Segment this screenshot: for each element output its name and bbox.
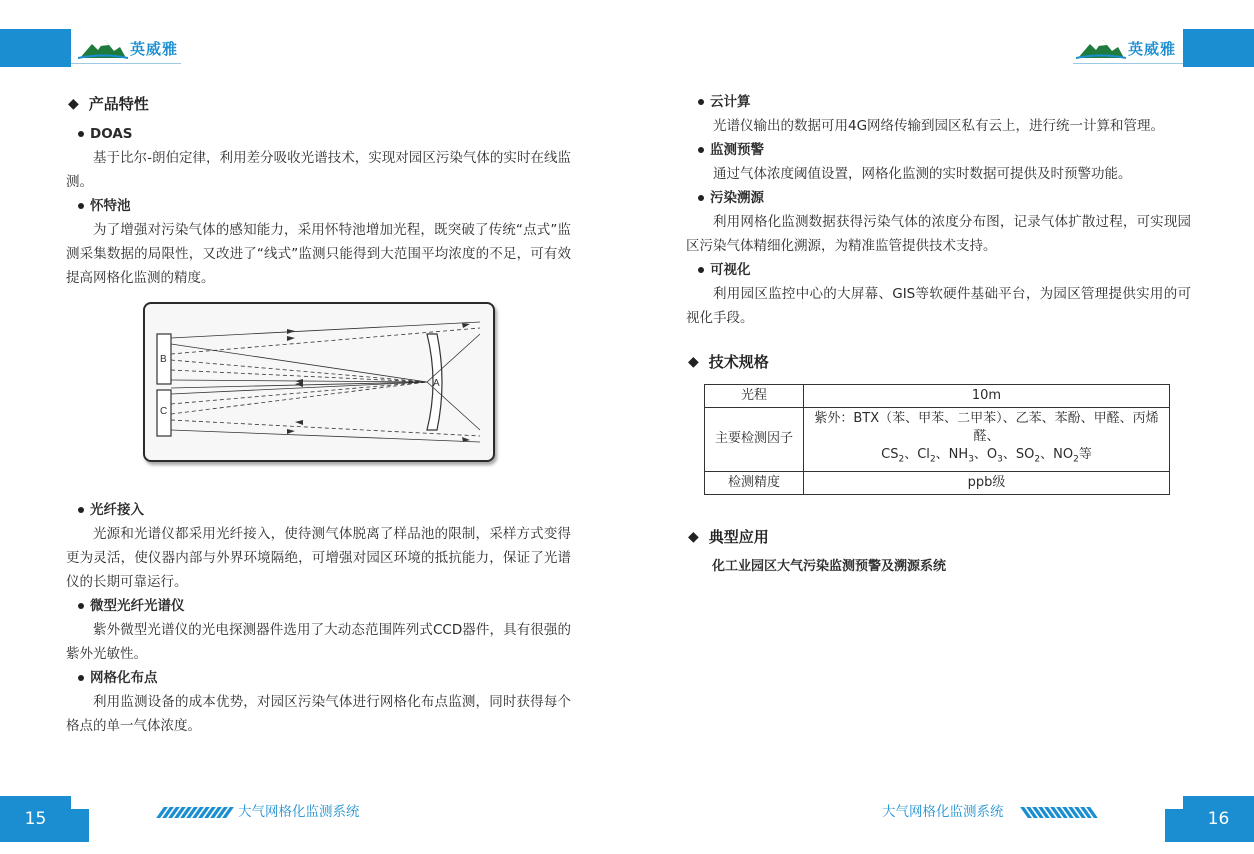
feature-heading: DOAS: [78, 122, 571, 146]
dot-bullet-icon: [698, 147, 704, 153]
application-text: 化工业园区大气污染监测预警及溯源系统: [712, 558, 947, 574]
dot-bullet-icon: [698, 195, 704, 201]
white-cell-figure-wrap: [66, 302, 571, 462]
diamond-bullet-icon: ◆: [688, 528, 699, 545]
spec-key: 检测精度: [705, 471, 804, 494]
footer-stripes-left: [160, 807, 230, 818]
footer-stripes-right: [1024, 807, 1094, 818]
feature-heading: 光纤接入: [78, 498, 571, 522]
feature-heading: 微型光纤光谱仪: [78, 594, 571, 618]
feature-text: 利用网格化监测数据获得污染气体的浓度分布图，记录气体扩散过程，可实现园区污染气体精细化溯源，为精准监管提供技术支持。: [686, 214, 1191, 254]
feature-text: 通过气体浓度阈值设置，网格化监测的实时数据可提供及时预警功能。: [713, 166, 1132, 182]
white-cell-diagram: [143, 302, 495, 462]
header-rule-right: [1073, 63, 1183, 64]
feature-text: 基于比尔-朗伯定律，利用差分吸收光谱技术，实现对园区污染气体的实时在线监测。: [66, 150, 571, 190]
optical-path-diagram: [145, 304, 493, 460]
section-heading-application: ◆ 典型应用: [686, 525, 1191, 549]
dot-bullet-icon: [78, 203, 84, 209]
feature-heading: 监测预警: [698, 138, 1191, 162]
spec-value: 10m: [804, 385, 1170, 408]
spec-table: [704, 384, 1170, 495]
spec-key: 光程: [705, 385, 804, 408]
label-b: B: [159, 354, 167, 365]
table-row: [705, 471, 1170, 494]
feature-text: 为了增强对污染气体的感知能力，采用怀特池增加光程，既突破了传统“点式”监测采集数据的局限性，又改进了“线式”监测只能得到大范围平均浓度的不足，可有效提高网格化监测的精度。: [66, 222, 571, 286]
page-number-right: 16: [1183, 796, 1254, 842]
feature-heading: 怀特池: [78, 194, 571, 218]
spec-value: 紫外：BTX（苯、甲苯、二甲苯）、乙苯、苯酚、甲醛、丙烯醛、 $CS_2$、$Cl_2$、$NH_3$、$O_3$、$SO_2$、$NO_2$等: [804, 408, 1170, 472]
header-rule-left: [71, 63, 181, 64]
feature-heading: 污染溯源: [698, 186, 1191, 210]
diamond-bullet-icon: ◆: [68, 96, 79, 112]
footer-title-right: 大气网格化监测系统: [882, 804, 1004, 820]
dot-bullet-icon: [698, 99, 704, 105]
label-c: C: [159, 406, 167, 417]
footer-title-left: 大气网格化监测系统: [238, 804, 360, 820]
section-heading-features: ◆ 产品特性: [66, 92, 571, 116]
feature-text: 利用监测设备的成本优势，对园区污染气体进行网格化布点监测，同时获得每个格点的单一气体浓度。: [66, 694, 571, 734]
brand-logo-left: [78, 36, 178, 60]
dot-bullet-icon: [78, 603, 84, 609]
header-corner-tab-left: [0, 29, 71, 67]
feature-text: 光源和光谱仪都采用光纤接入，使待测气体脱离了样品池的限制，采样方式变得更为灵活，使仪器内部与外界环境隔绝，可增强对园区环境的抵抗能力，保证了光谱仪的长期可靠运行。: [66, 526, 571, 590]
brand-name: 英威雅: [130, 39, 179, 58]
right-page-content: [686, 90, 1191, 579]
dot-bullet-icon: [78, 507, 84, 513]
dot-bullet-icon: [78, 131, 84, 137]
mountain-logo-icon: [1076, 36, 1126, 60]
feature-heading: 云计算: [698, 90, 1191, 114]
spec-value: ppb级: [804, 471, 1170, 494]
spec-key: 主要检测因子: [705, 408, 804, 472]
footer-bar-left: [71, 809, 89, 842]
feature-text: 利用园区监控中心的大屏幕、GIS等软硬件基础平台，为园区管理提供实用的可视化手段。: [686, 286, 1191, 326]
table-row: [705, 385, 1170, 408]
header-corner-tab-right: [1183, 29, 1254, 67]
table-row: [705, 408, 1170, 472]
left-page-content: [66, 90, 571, 738]
section-heading-spec: ◆ 技术规格: [686, 350, 1191, 374]
label-a: A: [432, 378, 440, 389]
dot-bullet-icon: [698, 267, 704, 273]
feature-heading: 网格化布点: [78, 666, 571, 690]
page-number-left: 15: [0, 796, 71, 842]
feature-heading: 可视化: [698, 258, 1191, 282]
footer-bar-right: [1165, 809, 1183, 842]
mountain-logo-icon: [78, 36, 128, 60]
feature-text: 紫外微型光谱仪的光电探测器件选用了大动态范围阵列式CCD器件，具有很强的紫外光敏性。: [66, 622, 571, 662]
brand-logo-right: [1076, 36, 1176, 60]
feature-text: 光谱仪输出的数据可用4G网络传输到园区私有云上，进行统一计算和管理。: [713, 118, 1165, 134]
brand-name: 英威雅: [1128, 39, 1177, 58]
dot-bullet-icon: [78, 675, 84, 681]
diamond-bullet-icon: ◆: [688, 354, 699, 370]
